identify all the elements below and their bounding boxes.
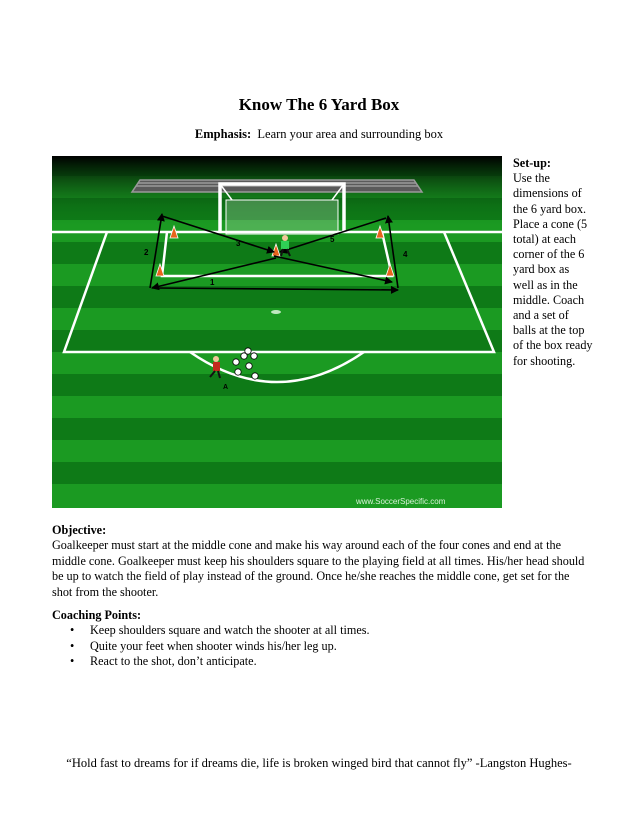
drill-diagram xyxy=(52,156,502,508)
list-item: • Quite your feet when shooter winds his/her leg up. xyxy=(70,638,337,653)
path-label-5: 5 xyxy=(330,235,335,244)
list-item: • React to the shot, don’t anticipate. xyxy=(70,654,257,669)
path-label-2: 2 xyxy=(144,248,149,257)
objective-section xyxy=(52,523,592,600)
stands xyxy=(132,180,422,192)
emphasis-line xyxy=(0,127,638,142)
bullet-icon: • xyxy=(70,638,75,653)
setup-label: Set-up: xyxy=(513,156,551,170)
emphasis-text: Learn your area and surrounding box xyxy=(257,127,444,141)
page-title: Know The 6 Yard Box xyxy=(238,95,400,114)
objective-label: Objective: xyxy=(52,523,107,537)
list-item: • Keep shoulders square and watch the shooter at all times. xyxy=(70,623,370,638)
coaching-section xyxy=(52,608,592,670)
coaching-list xyxy=(52,623,592,669)
path-label-4: 4 xyxy=(403,250,408,259)
bullet-icon: • xyxy=(70,654,75,669)
objective-text: Goalkeeper must start at the middle cone and make his way around each of the four cones and end at the middle cone. Goalkeeper must keep his shoulders square to the playing field at all times. His/her head should be up to watch the field of play instead of the ground. Once he/she reaches the middle cone, get set for the shot from the shooter. xyxy=(52,538,585,599)
setup-section xyxy=(513,156,593,369)
path-label-1: 1 xyxy=(210,278,215,287)
coaching-label: Coaching Points: xyxy=(52,608,142,622)
setup-text: Use the dimensions of the 6 yard box. Place a cone (5 total) at each corner of the 6 yard box as well as in the middle. Coach and a set of balls at the top of the box ready for shooting. xyxy=(513,171,593,368)
penalty-spot xyxy=(271,310,281,314)
watermark: www.SoccerSpecific.com xyxy=(356,497,446,506)
path-label-3: 3 xyxy=(236,239,241,248)
shooter-label: A xyxy=(223,384,229,391)
quote: “Hold fast to dreams for if dreams die, life is broken winged bird that cannot fly” -Langston Hughes- xyxy=(66,756,572,770)
bullet-icon: • xyxy=(70,623,75,638)
emphasis-label: Emphasis: xyxy=(194,127,252,141)
